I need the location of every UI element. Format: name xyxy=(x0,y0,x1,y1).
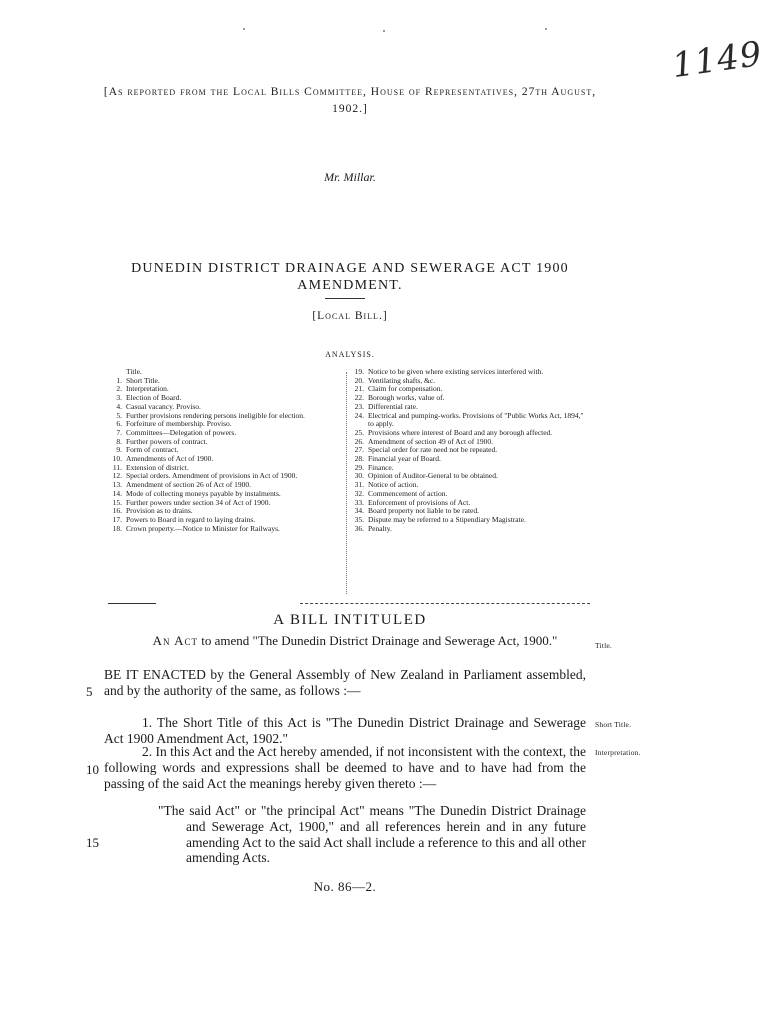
analysis-entry-number: 4. xyxy=(116,401,122,411)
analysis-entry-number: 20. xyxy=(354,375,364,385)
enacting-text: by the General Assembly of New Zealand in Parliament assembled, and by the authority of the same, as follows :— xyxy=(104,667,586,698)
member-name: Mr. Millar. xyxy=(324,170,376,184)
scan-speck xyxy=(383,30,385,32)
analysis-rule-left xyxy=(108,603,156,604)
margin-note-short-title: Short Title. xyxy=(595,720,632,729)
bill-title: DUNEDIN DISTRICT DRAINAGE AND SEWERAGE ACT 1900 AMENDMENT. xyxy=(131,261,569,293)
analysis-entry xyxy=(350,525,590,534)
analysis-entry-number: 25. xyxy=(354,427,364,437)
analysis-entry-text: Short Title. xyxy=(126,375,160,385)
section-2: 2. In this Act and the Act hereby amended, if not inconsistent with the context, the following words and expressions shall be deemed to have and to have had from the passing of the said Act the meanings hereby given thereto :— xyxy=(104,744,586,791)
analysis-entry-number: 10. xyxy=(112,454,122,464)
analysis-entry-text: Borough works, value of. xyxy=(368,393,445,403)
analysis-entry-text: Interpretation. xyxy=(126,384,169,394)
analysis-entry-text: Notice to be given where existing services interfered with. xyxy=(368,367,544,376)
analysis-heading: ANALYSIS. xyxy=(325,350,375,359)
analysis-entry-text: Opinion of Auditor-General to be obtained. xyxy=(368,471,498,481)
enacting-prefix: BE IT ENACTED xyxy=(104,667,206,682)
scan-speck xyxy=(545,28,547,30)
analysis-entry-number: 9. xyxy=(116,445,122,455)
analysis-entry-number: 11. xyxy=(112,462,122,472)
analysis-entry-text: Crown property.—Notice to Minister for Railways. xyxy=(126,523,280,533)
analysis-entry-number: 30. xyxy=(354,471,364,481)
analysis-entry-number: 6. xyxy=(116,419,122,429)
analysis-entry-text: Extension of district. xyxy=(126,462,189,472)
analysis-entry-number: 2. xyxy=(116,384,122,394)
analysis-entry-number: 12. xyxy=(112,471,122,481)
analysis-entry-text: Provision as to drains. xyxy=(126,506,193,516)
analysis-entry-text: Commencement of action. xyxy=(368,488,448,498)
analysis-entry-text: Enforcement of provisions of Act. xyxy=(368,497,471,507)
analysis-column-divider xyxy=(346,372,347,594)
section-1: 1. The Short Title of this Act is "The Dunedin District Drainage and Sewerage Act 1900 Amendment Act, 1902." xyxy=(104,715,586,746)
reported-note: [As reported from the Local Bills Committee, House of Representatives, 27th August, 1902.] xyxy=(103,86,597,115)
analysis-entry-text: Provisions where interest of Board and any borough affected. xyxy=(368,427,553,437)
analysis-entry-number: 31. xyxy=(354,480,364,490)
definition-said-act: "The said Act" or "the principal Act" means "The Dunedin District Drainage and Sewerage Act, 1900," and all references herein and in any future amending Act to the said Act shall include a reference to this and all other amending Acts. xyxy=(158,803,586,866)
analysis-entry-number: 36. xyxy=(354,523,364,533)
analysis-right-column xyxy=(350,368,590,533)
handwritten-page-number: 1149 xyxy=(669,33,765,87)
analysis-entry-text: Dispute may be referred to a Stipendiary Magistrate. xyxy=(368,514,526,524)
analysis-rule-right xyxy=(300,603,590,604)
analysis-entry-number: 19. xyxy=(354,367,364,376)
analysis-entry-number: 14. xyxy=(112,488,122,498)
analysis-entry-text: Amendment of section 26 of Act of 1900. xyxy=(126,480,251,490)
line-number-10: 10 xyxy=(86,762,99,777)
analysis-entry-number: 8. xyxy=(116,436,122,446)
long-title xyxy=(120,633,590,649)
analysis-entry-number: 5. xyxy=(116,410,122,420)
margin-note-title: Title. xyxy=(595,641,612,650)
analysis-entry-text: Financial year of Board. xyxy=(368,454,441,464)
scan-speck xyxy=(243,28,245,30)
analysis-left-column xyxy=(108,368,344,533)
analysis-entry xyxy=(350,412,590,429)
analysis-entry-number: 16. xyxy=(112,506,122,516)
line-number-5: 5 xyxy=(86,684,93,699)
analysis-entry-number: 29. xyxy=(354,462,364,472)
analysis-entry-text: Claim for compensation. xyxy=(368,384,443,394)
analysis-entry-text: Board property not liable to be rated. xyxy=(368,506,480,516)
analysis-entry-number: 13. xyxy=(112,480,122,490)
analysis-entry-text: Title. xyxy=(126,367,142,376)
analysis-entry-number: 22. xyxy=(354,393,364,403)
analysis-entry-text: Ventilating shafts, &c. xyxy=(368,375,436,385)
analysis-entry-number: 33. xyxy=(354,497,364,507)
analysis-entry-number: 1. xyxy=(116,375,122,385)
analysis-entry-text: Further powers under section 34 of Act of 1900. xyxy=(126,497,271,507)
analysis-entry-number: 32. xyxy=(354,488,364,498)
analysis-entry-text: Amendments of Act of 1900. xyxy=(126,454,214,464)
analysis-entry-text: Election of Board. xyxy=(126,393,182,403)
intituled-heading: A BILL INTITULED xyxy=(273,612,427,628)
long-title-prefix: An Act xyxy=(152,633,198,648)
analysis-entry-text: Special orders. Amendment of provisions in Act of 1900. xyxy=(126,471,298,481)
analysis-entry-number: 27. xyxy=(354,445,364,455)
bill-number-footer: No. 86—2. xyxy=(313,879,377,894)
analysis-entry-number: 26. xyxy=(354,436,364,446)
analysis-entry-text: Notice of action. xyxy=(368,480,419,490)
title-rule xyxy=(325,298,365,299)
analysis-entry-number: 15. xyxy=(112,497,122,507)
analysis-entry-number: 18. xyxy=(112,523,122,533)
analysis-entry-number: 17. xyxy=(112,514,122,524)
analysis-entry-number: 35. xyxy=(354,514,364,524)
analysis-entry-text: Committees—Delegation of powers. xyxy=(126,427,237,437)
analysis-entry-text: Electrical and pumping-works. Provisions of "Public Works Act, 1894," to apply. xyxy=(368,410,584,429)
analysis-entry-text: Forfeiture of membership. Proviso. xyxy=(126,419,232,429)
analysis-entry-text: Further provisions rendering persons ineligible for election. xyxy=(126,410,305,420)
bill-type: [Local Bill.] xyxy=(312,310,388,322)
analysis-entry-number: 34. xyxy=(354,506,364,516)
analysis-entry-text: Mode of collecting moneys payable by instalments. xyxy=(126,488,281,498)
analysis-entry-text: Finance. xyxy=(368,462,394,472)
analysis-entry-text: Further powers of contract. xyxy=(126,436,208,446)
analysis-entry-text: Special order for rate need not be repeated. xyxy=(368,445,498,455)
enacting-clause xyxy=(104,667,586,699)
analysis-entry-number: 7. xyxy=(116,427,122,437)
analysis-entry-number: 3. xyxy=(116,393,122,403)
analysis-entry-text: Amendment of section 49 of Act of 1900. xyxy=(368,436,493,446)
analysis-entry-number: 24. xyxy=(354,410,364,420)
analysis-entry-number: 28. xyxy=(354,454,364,464)
analysis-entry-text: Casual vacancy. Proviso. xyxy=(126,401,201,411)
line-number-15: 15 xyxy=(86,835,99,850)
analysis-entry-text: Differential rate. xyxy=(368,401,418,411)
margin-note-interpretation: Interpretation. xyxy=(595,748,641,757)
long-title-text: to amend "The Dunedin District Drainage and Sewerage Act, 1900." xyxy=(201,633,558,648)
analysis-entry-text: Powers to Board in regard to laying drains. xyxy=(126,514,256,524)
analysis-entry-text: Form of contract. xyxy=(126,445,179,455)
analysis-entry-number: 23. xyxy=(354,401,364,411)
analysis-entry-text: Penalty. xyxy=(368,523,392,533)
analysis-entry-number: 21. xyxy=(354,384,364,394)
analysis-entry xyxy=(108,525,344,534)
